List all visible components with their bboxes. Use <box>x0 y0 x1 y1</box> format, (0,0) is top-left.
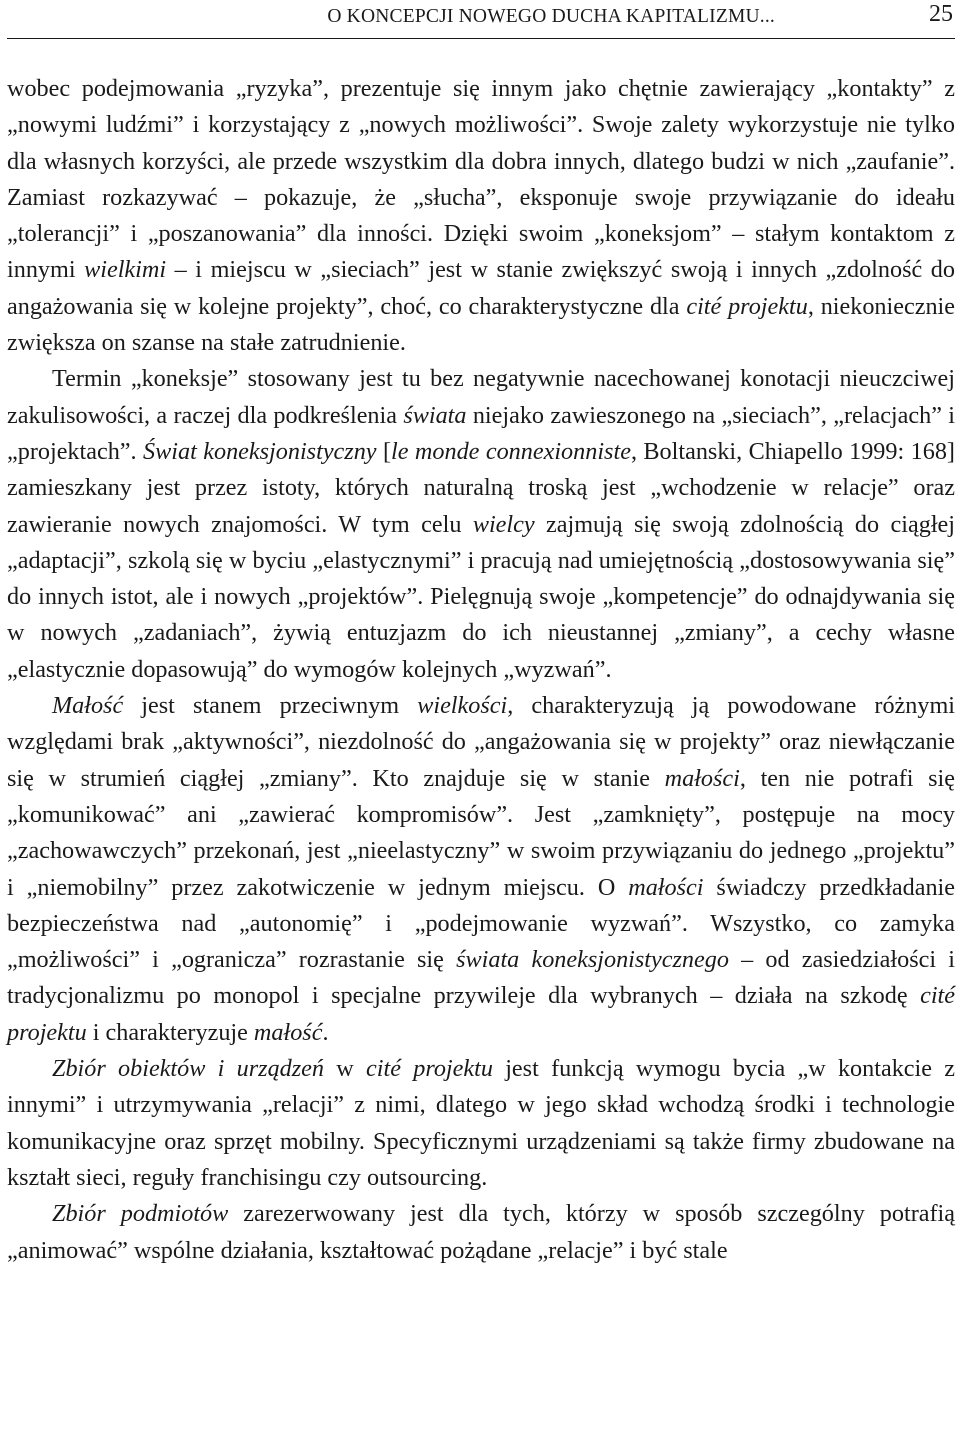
text-run: jest stanem przeciwnym <box>123 692 418 720</box>
running-title: O KONCEPCJI NOWEGO DUCHA KAPITALIZMU... <box>327 6 775 27</box>
italic-text: wielcy <box>472 510 535 538</box>
text-run: . <box>322 1018 329 1046</box>
text-run: w <box>324 1055 367 1083</box>
text-run: zajmują się swoją zdolnością do ciągłej „adaptacji”, szkolą się w byciu „elastycznymi” i pracują nad umiejętnością „dostosowywania się” do innych istot, ale i nowych „projektów”. Pielęgnują swoje „kompetencje” do odnajdywania się w nowych „zadaniach”, żywią entuzjazm do ich nieustannej „zmiany”, a cechy własne „elastycznie dopasowują” do wymogów kolejnych „wyzwań”. <box>7 510 955 683</box>
text-run: , ten nie potrafi się „komunikować” ani „zawierać kompromisów”. Jest „zamknięty”, postępuje na mocy „zachowawczych” przekonań, jest „nieelastyczny” w swoim przywiązaniu do jednego „projektu” i „niemobilny” przez zakotwiczenie w jednym miejscu. O <box>7 764 955 901</box>
text-run: , charakteryzują ją powodowane różnymi względami brak „aktywności”, niezdolność do „angażowania się w projekty” oraz niewłączanie się w strumień ciągłej „zmiany”. Kto znajduje się w stanie <box>7 692 955 792</box>
paragraph-3 <box>7 688 955 1051</box>
text-run: Termin „koneksje” stosowany jest tu bez negatywnie nacechowanej konotacji nieuczciwej zakulisowości, a raczej dla podkreślenia <box>7 365 955 429</box>
italic-text: Zbiór podmiotów <box>52 1200 229 1228</box>
italic-text: wielkimi <box>84 256 167 284</box>
text-run: [ <box>376 437 392 465</box>
text-run: świadczy przedkładanie bezpieczeństwa nad „autonomię” i „podejmowanie wyzwań”. Wszystko, co zamyka „możliwości” i „ogranicza” rozrastanie się <box>7 873 955 974</box>
italic-text: Zbiór obiektów i urządzeń <box>52 1055 324 1083</box>
italic-text: świata <box>403 401 467 429</box>
italic-text: Małość <box>52 692 124 720</box>
italic-text: małości <box>628 873 704 901</box>
text-run: zarezerwowany jest dla tych, którzy w sposób szczególny potrafią „animować” wspólne działania, kształtować pożądane „relacje” i być stale <box>7 1200 955 1264</box>
italic-text: cité projektu <box>686 292 808 320</box>
paragraph-4 <box>7 1051 955 1196</box>
book-page <box>7 0 955 1269</box>
running-header <box>7 0 955 39</box>
text-run: – od zasiedziałości i tradycjonalizmu po monopol i specjalne przywileje dla wybranych – działa na szkodę <box>7 946 956 1010</box>
paragraph-5 <box>7 1196 955 1269</box>
italic-text: świata koneksjonistycznego <box>456 946 729 974</box>
body-text <box>7 71 955 1269</box>
italic-text: cité projektu <box>366 1055 493 1083</box>
paragraph-2 <box>7 361 955 688</box>
italic-text: le monde connexionniste <box>391 437 631 465</box>
text-run: jest funkcją wymogu bycia „w kontakcie z innymi” i utrzymywania „relacji” z nimi, dlatego w jego skład wchodzą środki i technologie komunikacyjne oraz sprzęt mobilny. Specyficznymi urządzeniami są także firmy zbudowane na kształt sieci, reguły franchisingu czy outsourcing. <box>7 1055 955 1191</box>
paragraph-1 <box>7 71 955 361</box>
italic-text: cité projektu <box>7 982 955 1046</box>
italic-text: wielkości <box>417 692 508 720</box>
italic-text: małość <box>253 1018 323 1046</box>
text-run: – i miejscu w „sieciach” jest w stanie zwiększyć swoją i innych „zdolność do angażowania się w kolejne projekty”, choć, co charakterystyczne dla <box>7 256 955 320</box>
text-run: i charakteryzuje <box>86 1018 254 1046</box>
text-run: , niekoniecznie zwiększa on szanse na stałe zatrudnienie. <box>7 292 956 357</box>
text-run: wobec podejmowania „ryzyka”, prezentuje się innym jako chętnie zawierający „kontakty” z „nowymi ludźmi” i korzystający z „nowych możliwości”. Swoje zalety wykorzystuje nie tylko dla własnych korzyści, ale przede wszystkim dla dobra innych, dlatego budzi w nich „zaufanie”. Zamiast rozkazywać – pokazuje, że „słucha”, eksponuje swoje przywiązanie do ideału „tolerancji” i „poszanowania” dla inności. Dzięki swoim „koneksjom” – stałym kontaktom z innymi <box>7 75 955 284</box>
italic-text: małości <box>664 764 740 792</box>
page-number: 25 <box>929 1 953 27</box>
text-run: niejako zawieszonego na „sieciach”, „relacjach” i „projektach”. <box>7 401 955 465</box>
text-run: , Boltanski, Chiapello 1999: 168] zamieszkany jest przez istoty, których naturalną troską jest „wchodzenie w relacje” oraz zawieranie nowych znajomości. W tym celu <box>7 437 955 538</box>
italic-text: Świat koneksjonistyczny <box>143 437 377 465</box>
